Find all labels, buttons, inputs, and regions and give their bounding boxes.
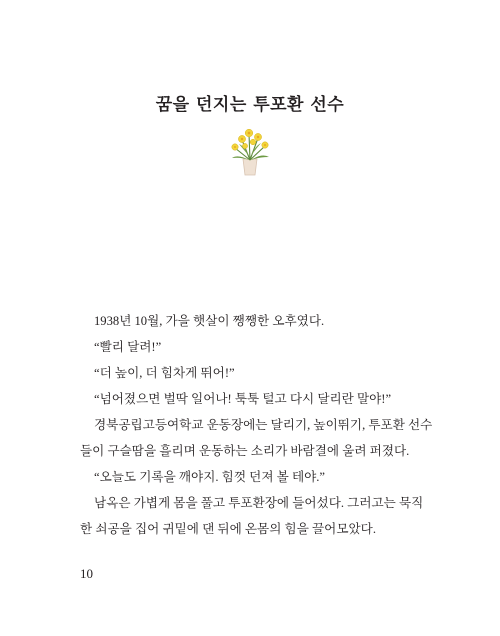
dialogue-line: “오늘도 기록을 깨야지. 힘껏 던져 볼 테야.”: [94, 470, 326, 484]
chapter-title: 꿈을 던지는 투포환 선수: [155, 95, 345, 115]
paragraph-line: 1938년 10월, 가을 햇살이 쨍쨍한 오후였다.: [94, 314, 325, 328]
page-number: 10: [80, 566, 93, 581]
paragraph-line: 남옥은 가볍게 몸을 풀고 투포환장에 들어섰다. 그러고는 묵직: [94, 496, 424, 510]
dialogue-line: “더 높이, 더 힘차게 뛰어!”: [94, 366, 235, 380]
flower-bouquet-icon: [222, 126, 278, 178]
paragraph-line-continued: 한 쇠공을 집어 귀밑에 댄 뒤에 온몸의 힘을 끌어모았다.: [80, 522, 376, 536]
dialogue-line: “넘어졌으면 벌딱 일어나! 툭툭 털고 다시 달리란 말야!”: [94, 392, 392, 406]
body-text: [80, 308, 433, 542]
dialogue-line: “빨리 달려!”: [94, 340, 162, 354]
paragraph-line-continued: 들이 구슬땀을 흘리며 운동하는 소리가 바람결에 울려 퍼졌다.: [80, 444, 410, 458]
paragraph-line: 경북공립고등여학교 운동장에는 달리기, 높이뛰기, 투포환 선수: [94, 418, 433, 432]
